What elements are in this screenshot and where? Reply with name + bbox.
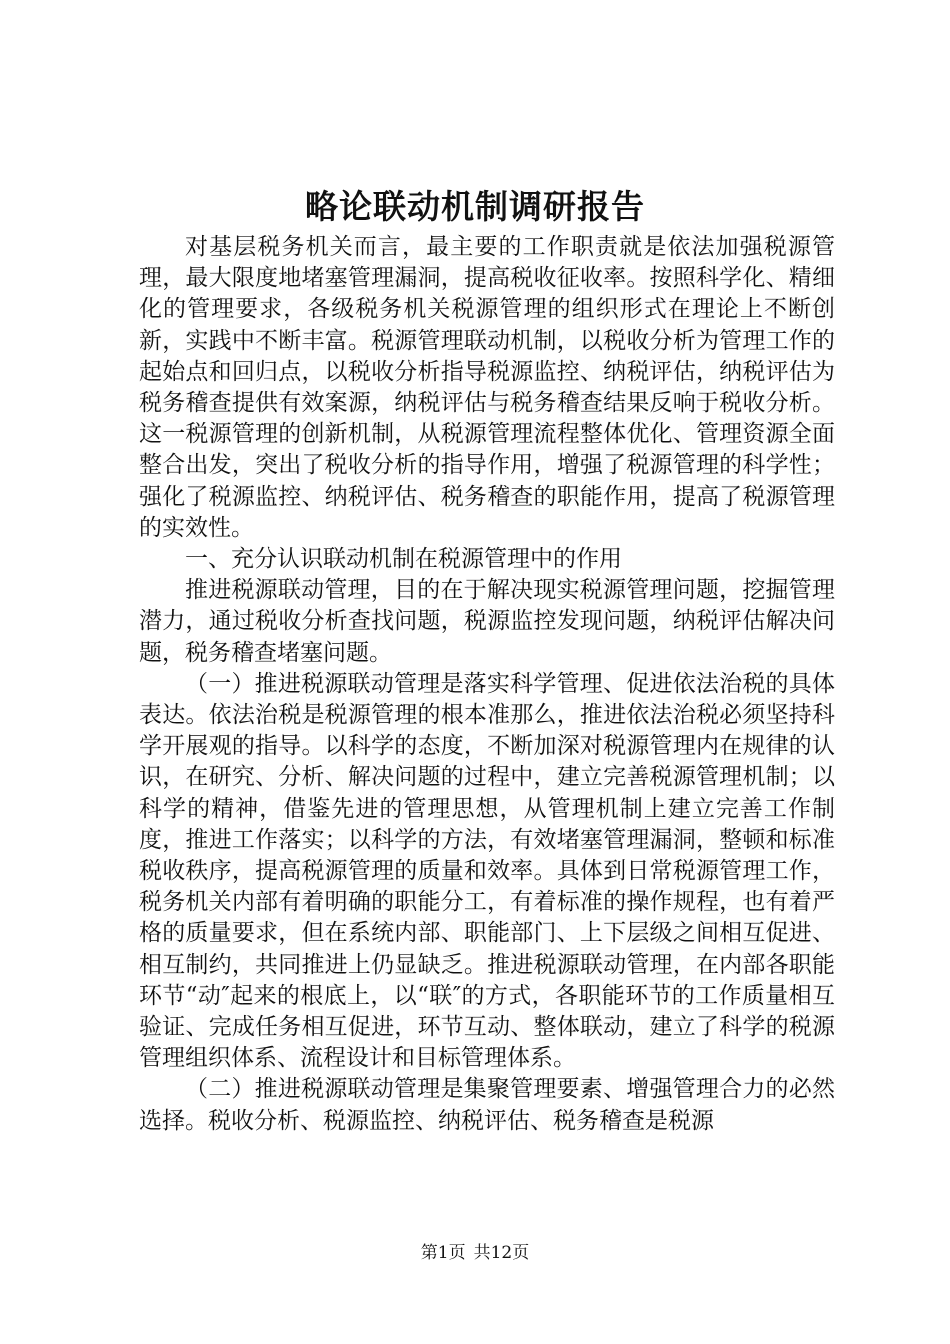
page-number: 第1页 [420, 1243, 466, 1263]
section-heading-1: 一、充分认识联动机制在税源管理中的作用 [185, 546, 622, 573]
document-title: 略论联动机制调研报告 [305, 187, 645, 226]
page-footer [0, 1242, 950, 1264]
paragraph-subsection-1: （一）推进税源联动管理是落实科学管理、促进依法治税的具体表达。依法治税是税源管理的根本准那么，推进依法治税必须坚持科学开展观的指导。以科学的态度，不断加深对税源管理内在规律的认识，在研究、分析、解决问题的过程中，建立完善税源管理机制；以科学的精神，借鉴先进的管理思想，从管理机制上建立完善工作制度，推进工作落实；以科学的方法，有效堵塞管理漏洞，整顿和标准税收秩序，提高税源管理的质量和效率。具体到日常税源管理工作，税务机关内部有着明确的职能分工，有着标准的操作规程，也有着严格的质量要求，但在系统内部、职能部门、上下层级之间相互促进、相互制约，共同推进上仍显缺乏。推进税源联动管理，在内部各职能环节“动″起来的根底上，以“联″的方式，各职能环节的工作质量相互验证、完成任务相互促进，环节互动、整体联动，建立了科学的税源管理组织体系、流程设计和目标管理体系。 [139, 670, 835, 1072]
page-total: 共12页 [473, 1243, 530, 1263]
paragraph-intro: 对基层税务机关而言，最主要的工作职责就是依法加强税源管理，最大限度地堵塞管理漏洞，提高税收征收率。按照科学化、精细化的管理要求，各级税务机关税源管理的组织形式在理论上不断创新，实践中不断丰富。税源管理联动机制，以税收分析为管理工作的起始点和回归点，以税收分析指导税源监控、纳税评估，纳税评估为税务稽查提供有效案源，纳税评估与税务稽查结果反响于税收分析。这一税源管理的创新机制，从税源管理流程整体优化、管理资源全面整合出发，突出了税收分析的指导作用，增强了税源管理的科学性；强化了税源监控、纳税评估、税务稽查的职能作用，提高了税源管理的实效性。 [139, 234, 835, 541]
paragraph-section-1: 推进税源联动管理，目的在于解决现实税源管理问题，挖掘管理潜力，通过税收分析查找问题，税源监控发现问题，纳税评估解决问题，税务稽查堵塞问题。 [139, 577, 835, 666]
document-body [139, 232, 835, 1137]
paragraph-subsection-2: （二）推进税源联动管理是集聚管理要素、增强管理合力的必然选择。税收分析、税源监控、纳税评估、税务稽查是税源 [139, 1076, 835, 1134]
